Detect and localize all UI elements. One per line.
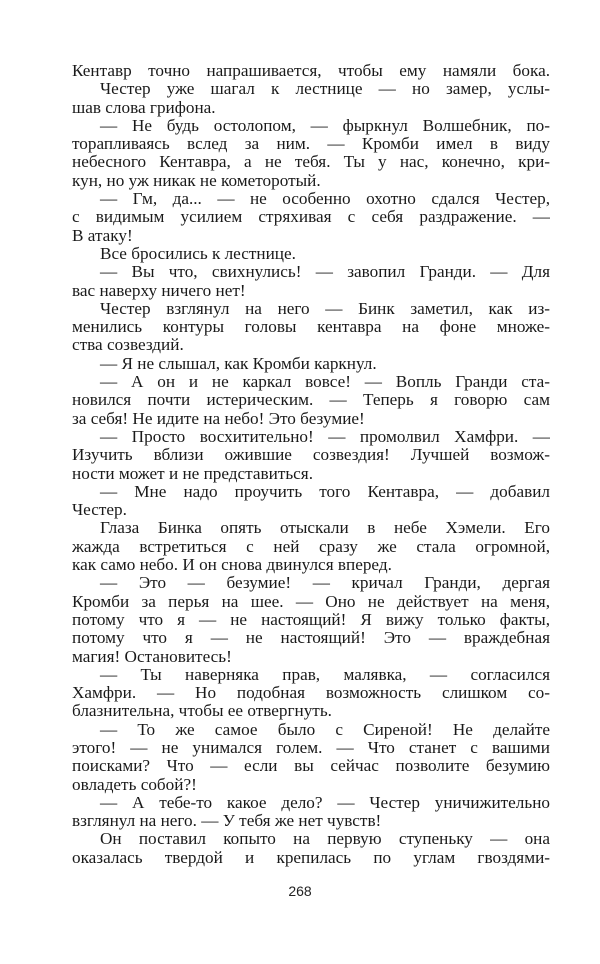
text-line: блазнительна, чтобы ее отвергнуть. bbox=[72, 702, 332, 721]
text-line: взглянул на него. — У тебя же нет чувств! bbox=[72, 812, 382, 831]
text-line: вас наверху ничего нет! bbox=[72, 281, 246, 300]
text-line: Кромби за перья на шее. — Оно не действует на меня, bbox=[72, 592, 550, 611]
text-line: В атаку! bbox=[72, 226, 133, 245]
text-line: потому что я — не настоящий! Это — враждебная bbox=[72, 629, 550, 648]
text-line: за себя! Не идите на небо! Это безумие! bbox=[72, 409, 365, 428]
text-line: торапливаясь вслед за ним. — Кромби имел в виду bbox=[72, 135, 550, 154]
text-line: Глаза Бинка опять отыскали в небе Хэмели. Его bbox=[100, 519, 550, 538]
text-line: овладеть собой?! bbox=[72, 775, 197, 794]
text-line: кун, но уж никак не кометоротый. bbox=[72, 171, 321, 190]
text-line: Он поставил копыто на первую ступеньку — она bbox=[100, 830, 550, 849]
text-line: небесного Кентавра, а не тебя. Ты у нас, конечно, кри- bbox=[72, 153, 550, 172]
text-line: как само небо. И он снова двинулся вперед. bbox=[72, 556, 392, 575]
text-line: этого! — не унимался голем. — Что станет с вашими bbox=[72, 738, 550, 757]
text-line: — Я не слышал, как Кромби каркнул. bbox=[100, 354, 377, 373]
text-line: — Не будь остолопом, — фыркнул Волшебник, по- bbox=[100, 116, 550, 135]
text-line: — А он и не каркал вовсе! — Вопль Гранди ста- bbox=[100, 373, 550, 392]
text-line: оказалась твердой и крепилась по углам гвоздями- bbox=[72, 848, 550, 867]
text-line: ства созвездий. bbox=[72, 336, 184, 355]
text-line: — Это — безумие! — кричал Гранди, дергая bbox=[100, 574, 550, 593]
text-line: Честер. bbox=[72, 501, 127, 520]
text-line: ности может и не представиться. bbox=[72, 464, 314, 483]
body-text bbox=[72, 62, 550, 867]
text-line: новился почти истерическим. — Теперь я говорю сам bbox=[72, 391, 550, 410]
page-number: 268 bbox=[288, 883, 312, 899]
text-line: Хамфри. — Но подобная возможность слишком со- bbox=[72, 684, 550, 703]
text-line: поисками? Что — если вы сейчас позволите безумию bbox=[72, 757, 550, 776]
text-line: с видимым усилием стряхивая с себя раздражение. — bbox=[72, 208, 550, 227]
text-line: Честер уже шагал к лестнице — но замер, услы- bbox=[100, 80, 550, 99]
text-line: — То же самое было с Сиреной! Не делайте bbox=[100, 720, 550, 739]
text-line: магия! Остановитесь! bbox=[72, 647, 232, 666]
text-line: — Гм, да... — не особенно охотно сдался Честер, bbox=[100, 190, 550, 209]
text-line: Все бросились к лестнице. bbox=[100, 244, 296, 263]
text-line: менились контуры головы кентавра на фоне множе- bbox=[72, 318, 550, 337]
text-line: — А тебе-то какое дело? — Честер уничижительно bbox=[100, 793, 550, 812]
text-line: — Вы что, свихнулись! — завопил Гранди. — Для bbox=[100, 263, 550, 282]
text-line: Кентавр точно напрашивается, чтобы ему намяли бока. bbox=[72, 62, 550, 80]
text-line: Честер взглянул на него — Бинк заметил, как из- bbox=[100, 299, 550, 318]
text-line: шав слова грифона. bbox=[72, 98, 216, 117]
text-line: потому что я — не настоящий! Я вижу только факты, bbox=[72, 610, 550, 629]
text-line: — Просто восхитительно! — промолвил Хамфри. — bbox=[100, 427, 550, 446]
text-line: Изучить вблизи ожившие созвездия! Лучшей возмож- bbox=[72, 446, 550, 465]
text-line: — Мне надо проучить того Кентавра, — добавил bbox=[100, 482, 550, 501]
text-line: — Ты наверняка прав, малявка, — согласился bbox=[100, 665, 550, 684]
text-line: жажда встретиться с ней сразу же стала огромной, bbox=[72, 537, 550, 556]
